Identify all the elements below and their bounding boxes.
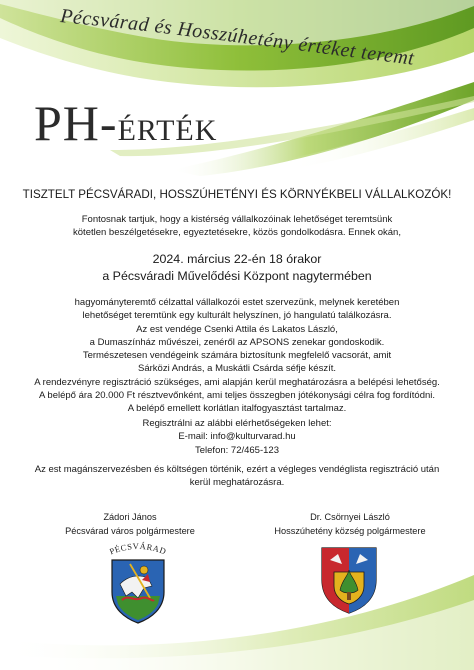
body-line: Természetesen vendégeink számára biztosítunk megfelelő vacsorát, amit <box>82 350 392 362</box>
body-line: A belépő emellett korlátlan italfogyasztást tartalmaz. <box>127 403 347 415</box>
body-line: A belépő ára 20.000 Ft résztvevőnként, ami teljes összegben jótékonysági célra fog fordítódni. <box>38 390 436 402</box>
registration-email[interactable]: E-mail: info@kulturvarad.hu <box>178 431 296 443</box>
registration-phone[interactable]: Telefon: 72/465-123 <box>195 444 279 456</box>
signature-name: Zádori János <box>103 512 157 522</box>
closing-line: kerül meghatározásra. <box>189 477 285 489</box>
signature-left <box>20 511 240 538</box>
pecsvarad-crest-icon <box>98 540 178 626</box>
body-line: Az est vendége Csenki Attila és Lakatos László, <box>136 323 338 335</box>
brand-logo <box>34 95 218 151</box>
body-paragraph <box>30 296 444 416</box>
signature-title: Hosszúhetény község polgármestere <box>274 525 426 536</box>
brand-main: PH- <box>34 95 118 151</box>
registration-intro: Regisztrálni az alábbi elérhetőségeken lehet: <box>142 418 332 429</box>
body-line: A rendezvényre regisztráció szükséges, ami alapján kerül meghatározásra a belépési lehetőség. <box>34 376 440 388</box>
body-line: Sárközi András, a Muskátli Csárda séfje készít. <box>138 363 336 375</box>
svg-text:Pécsvárad és Hosszúhetény érté: Pécsvárad és Hosszúhetény értéket teremt <box>59 8 416 70</box>
signature-name: Dr. Csörnyei László <box>310 512 390 522</box>
signature-right <box>240 511 460 538</box>
registration-info <box>30 417 444 457</box>
brand-sub: ÉRTÉK <box>117 114 218 147</box>
intro-line: kötetlen beszélgetésekre, egyeztetésekre, közös gondolkodásra. Ennek okán, <box>73 227 401 239</box>
body-line: a Dumaszínház művészei, zenéről az APSONS zenekar gondoskodik. <box>89 336 385 348</box>
closing-paragraph <box>30 463 444 490</box>
body-line: hagyományteremtő célzattal vállalkozói estet szervezünk, melynek keretében <box>74 297 400 308</box>
signature-title: Pécsvárad város polgármestere <box>65 525 195 536</box>
body-line: lehetőséget teremtünk egy kulturált helyszínen, jó hangulatú találkozásra. <box>82 310 392 322</box>
event-date: 2024. március 22-én 18 órakor <box>152 252 322 266</box>
event-details <box>0 251 474 285</box>
intro-paragraph <box>30 213 444 240</box>
intro-line: Fontosnak tartjuk, hogy a kistérség vállalkozóinak lehetőséget teremtsünk <box>81 214 393 225</box>
tagline <box>50 8 470 78</box>
svg-text:PÉCSVÁRAD: PÉCSVÁRAD <box>107 540 168 557</box>
hosszuheteny-crest-icon <box>318 542 380 616</box>
greeting-heading: TISZTELT PÉCSVÁRADI, HOSSZÚHETÉNYI ÉS KÖRNYÉKBELI VÁLLALKOZÓK! <box>22 188 452 201</box>
event-venue: a Pécsváradi Művelődési Központ nagytermében <box>102 269 372 283</box>
closing-line: Az est magánszervezésben és költségen történik, ezért a végleges vendéglista regisztráció után <box>34 464 440 475</box>
